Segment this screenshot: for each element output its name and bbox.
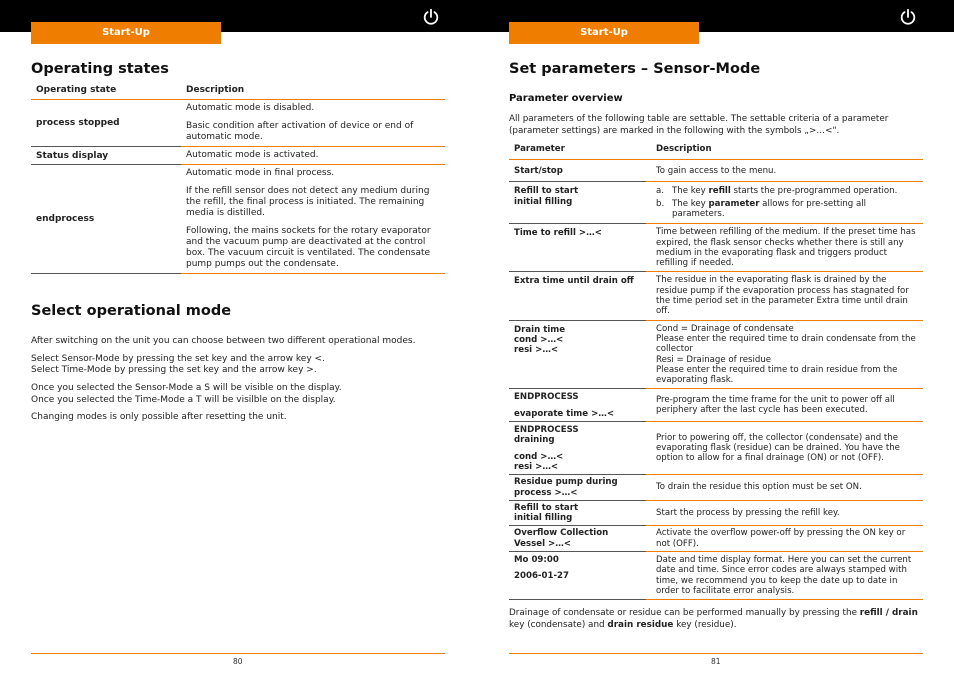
table-header-row <box>31 82 445 100</box>
paragraph: After switching on the unit you can choose between two different operational modes. <box>31 336 416 346</box>
subsection-title: Parameter overview <box>509 93 623 104</box>
footer-divider <box>509 653 923 654</box>
parameter-cell: Residue pump during process >…< <box>509 475 646 501</box>
table-row <box>31 147 445 165</box>
option-list <box>656 186 918 219</box>
column-header: Description <box>181 82 445 100</box>
description-text: Basic condition after activation of device or end of automatic mode. <box>186 121 414 142</box>
page-number: 81 <box>711 657 721 666</box>
paragraph: Select Time-Mode by pressing the set key and the arrow key >. <box>31 365 317 375</box>
paragraph: Changing modes is only possible after resetting the unit. <box>31 412 287 422</box>
footer-note: Drainage of condensate or residue can be performed manually by pressing the refill / drain key (condensate) and drain residue key (residue). <box>509 608 918 630</box>
description-text: Automatic mode is activated. <box>186 150 319 160</box>
table-row <box>31 100 445 147</box>
paragraph: Select Sensor-Mode by pressing the set key and the arrow key <. <box>31 354 325 364</box>
left-page <box>31 0 445 677</box>
table-row <box>509 182 923 224</box>
list-item: b. The key parameter allows for pre-setting all parameters. <box>656 198 867 219</box>
parameter-cell: ENDPROCESS draining cond >…< resi >…< <box>509 422 646 475</box>
description-cell: To drain the residue this option must be set ON. <box>646 475 923 501</box>
parameter-cell: Refill to start initial filling <box>509 500 646 526</box>
table-row <box>509 552 923 600</box>
page-title: Operating states <box>31 61 169 77</box>
state-cell: process stopped <box>31 100 181 147</box>
state-cell: Status display <box>31 147 181 165</box>
table-row <box>31 165 445 274</box>
description-cell: The residue in the evaporating flask is drained by the residue pump if the evaporation process has stagnated for the time period set in the parameter Extra time until drain off. <box>646 272 923 320</box>
description-text: Automatic mode is disabled. <box>186 103 315 113</box>
list-item: a. The key refill starts the pre-programmed operation. <box>656 186 898 197</box>
page-number: 80 <box>233 657 243 666</box>
table-row <box>509 422 923 475</box>
description-cell: Pre-program the time frame for the unit to power off all periphery after the last cycle has been executed. <box>646 389 923 422</box>
column-header: Description <box>646 138 923 160</box>
description-cell <box>646 182 923 224</box>
table-header-row <box>509 138 923 160</box>
description-text: Following, the mains sockets for the rotary evaporator and the vacuum pump are deactivated at the control box. The vacuum circuit is ventilated. The condensate pump pumps out the condensate. <box>186 226 431 269</box>
description-text: Automatic mode in final process. <box>186 168 335 178</box>
table-row <box>509 160 923 182</box>
right-page <box>509 0 923 677</box>
state-cell: endprocess <box>31 165 181 274</box>
section-title: Select operational mode <box>31 303 232 319</box>
parameter-cell: ENDPROCESS evaporate time >…< <box>509 389 646 422</box>
table-row <box>509 500 923 526</box>
parameter-cell: Overflow Collection Vessel >…< <box>509 526 646 552</box>
paragraph: Once you selected the Sensor-Mode a S will be visible on the display. <box>31 383 342 393</box>
table-row <box>509 320 923 389</box>
description-cell: Start the process by pressing the refill key. <box>646 500 923 526</box>
table-row <box>509 389 923 422</box>
footer-divider <box>31 653 445 654</box>
operating-states-table <box>31 82 445 274</box>
column-header: Operating state <box>31 82 181 100</box>
parameter-cell: Mo 09:00 2006-01-27 <box>509 552 646 600</box>
parameter-table <box>509 138 923 600</box>
description-cell: Date and time display format. Here you can set the current date and time. Since error codes are always stamped with time, we recommend you to keep the date up to date in order to facilitate error analysis. <box>646 552 923 600</box>
description-cell: Cond = Drainage of condensate Please enter the required time to drain condensate from the collector Resi = Drainage of residue Please enter the required time to drain residue from the evaporating flask. <box>646 320 923 389</box>
table-row <box>509 272 923 320</box>
paragraph: Once you selected the Time-Mode a T will be visilble on the display. <box>31 395 336 405</box>
section-tab-right: Start-Up <box>509 22 699 44</box>
page-title: Set parameters – Sensor-Mode <box>509 61 761 77</box>
table-row <box>509 526 923 552</box>
parameter-cell: Extra time until drain off <box>509 272 646 320</box>
description-text: If the refill sensor does not detect any medium during the refill, the final process is initiated. The remaining media is distilled. <box>186 186 430 218</box>
description-cell: Prior to powering off, the collector (condensate) and the evaporating flask (residue) can be drained. You have the option to allow for a final drainage (ON) or not (OFF). <box>646 422 923 475</box>
table-row <box>509 475 923 501</box>
intro-text: All parameters of the following table are settable. The settable criteria of a parameter (parameter settings) are marked in the following with the symbols „>…<". <box>509 114 889 136</box>
description-cell: Activate the overflow power-off by pressing the ON key or not (OFF). <box>646 526 923 552</box>
description-cell: To gain access to the menu. <box>646 160 923 182</box>
description-cell: Time between refilling of the medium. If the preset time has expired, the flask sensor checks whether there is still any medium in the evaporating flask and triggers product refilling if needed. <box>646 224 923 272</box>
table-row <box>509 224 923 272</box>
section-tab-left: Start-Up <box>31 22 221 44</box>
parameter-cell: Drain time cond >…< resi >…< <box>509 320 646 389</box>
parameter-cell: Start/stop <box>509 160 646 182</box>
parameter-cell: Refill to start initial filling <box>509 182 646 224</box>
parameter-cell: Time to refill >…< <box>509 224 646 272</box>
column-header: Parameter <box>509 138 646 160</box>
